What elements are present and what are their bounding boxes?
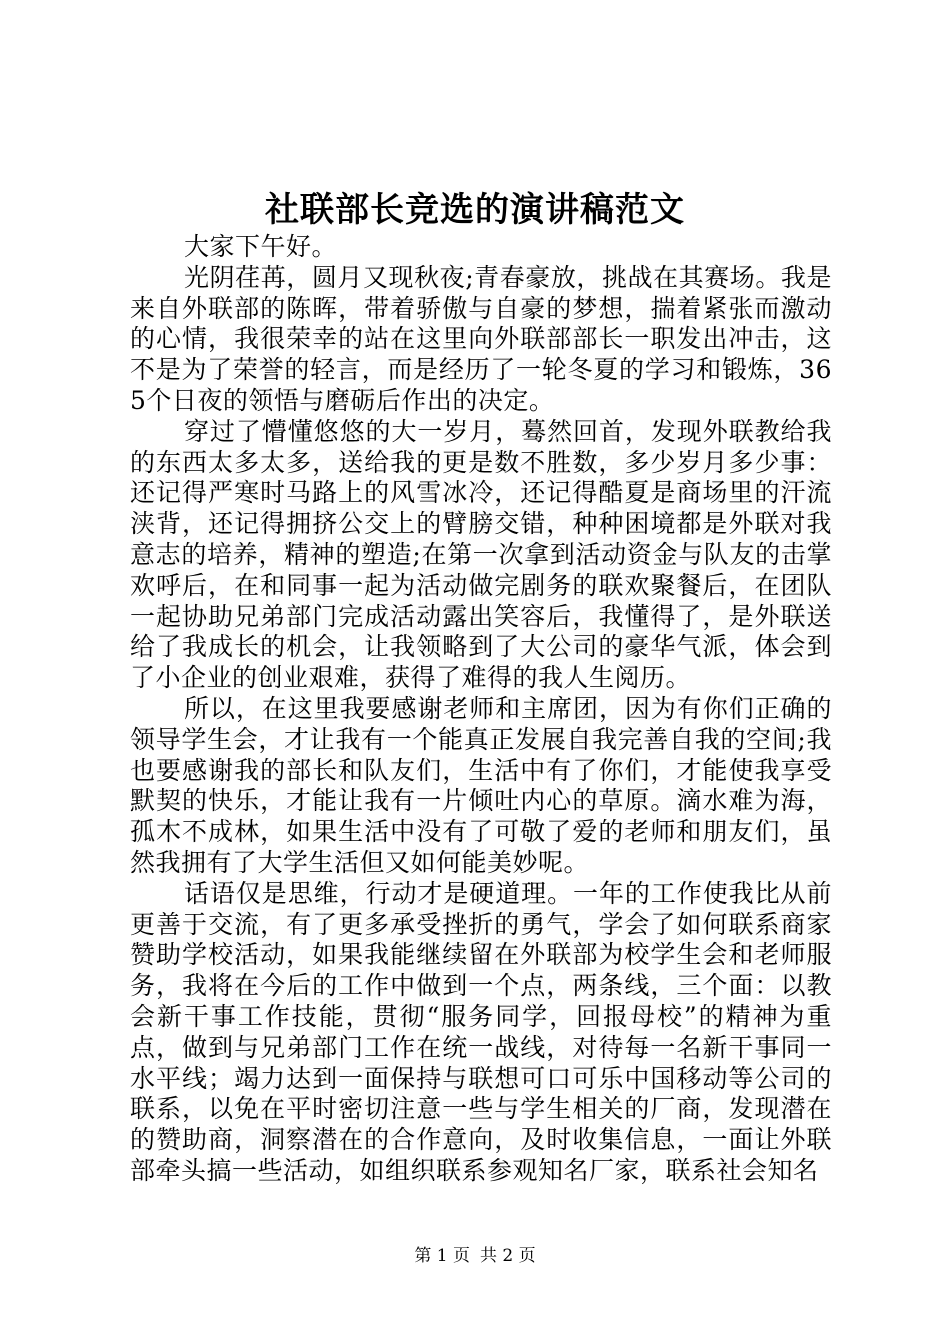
paragraph-introduction: 光阴荏苒，圆月又现秋夜;青春豪放，挑战在其赛场。我是来自外联部的陈晖，带着骄傲与自豪的梦想，揣着紧张而激动的心情，我很荣幸的站在这里向外联部部长一职发出冲击，这不是为了荣誉的轻言，而是经历了一轮冬夏的学习和锻炼，365个日夜的领悟与磨砺后作出的决定。 (130, 262, 832, 415)
paragraph-greeting: 大家下午好。 (184, 232, 338, 261)
page-footer (0, 1244, 950, 1268)
page-number: 第 1 页 (414, 1246, 470, 1266)
paragraph-plan: 话语仅是思维，行动才是硬道理。一年的工作使我比从前更善于交流，有了更多承受挫折的勇气，学会了如何联系商家赞助学校活动，如果我能继续留在外联部为校学生会和老师服务，我将在今后的工作中做到一个点，两条线，三个面：以教会新干事工作技能，贯彻“服务同学，回报母校”的精神为重点，做到与兄弟部门工作在统一战线，对待每一名新干事同一水平线；竭力达到一面保持与联想可口可乐中国移动等公司的联系，以免在平时密切注意一些与学生相关的厂商，发现潜在的赞助商，洞察潜在的合作意向，及时收集信息，一面让外联部牵头搞一些活动，如组织联系参观知名厂家，联系社会知名 (130, 878, 832, 1185)
page-count: 共 2 页 (480, 1246, 536, 1266)
paragraph-gratitude: 所以，在这里我要感谢老师和主席团，因为有你们正确的领导学生会，才让我有一个能真正发展自我完善自我的空间;我也要感谢我的部长和队友们，生活中有了你们，才能使我享受默契的快乐，才能让我有一片倾吐内心的草原。滴水难为海，孤木不成林，如果生活中没有了可敬了爱的老师和朋友们，虽然我拥有了大学生活但又如何能美妙呢。 (130, 693, 832, 877)
page-title: 社联部长竞选的演讲稿范文 (265, 190, 685, 230)
document-body (130, 232, 832, 1187)
paragraph-experience: 穿过了懵懂悠悠的大一岁月，蓦然回首，发现外联教给我的东西太多太多，送给我的更是数不胜数，多少岁月多少事：还记得严寒时马路上的风雪冰冷，还记得酷夏是商场里的汗流浃背，还记得拥挤公交上的臂膀交错，种种困境都是外联对我意志的培养，精神的塑造;在第一次拿到活动资金与队友的击掌欢呼后，在和同事一起为活动做完剧务的联欢聚餐后，在团队一起协助兄弟部门完成活动露出笑容后，我懂得了，是外联送给了我成长的机会，让我领略到了大公司的豪华气派，体会到了小企业的创业艰难，获得了难得的我人生阅历。 (130, 416, 832, 693)
